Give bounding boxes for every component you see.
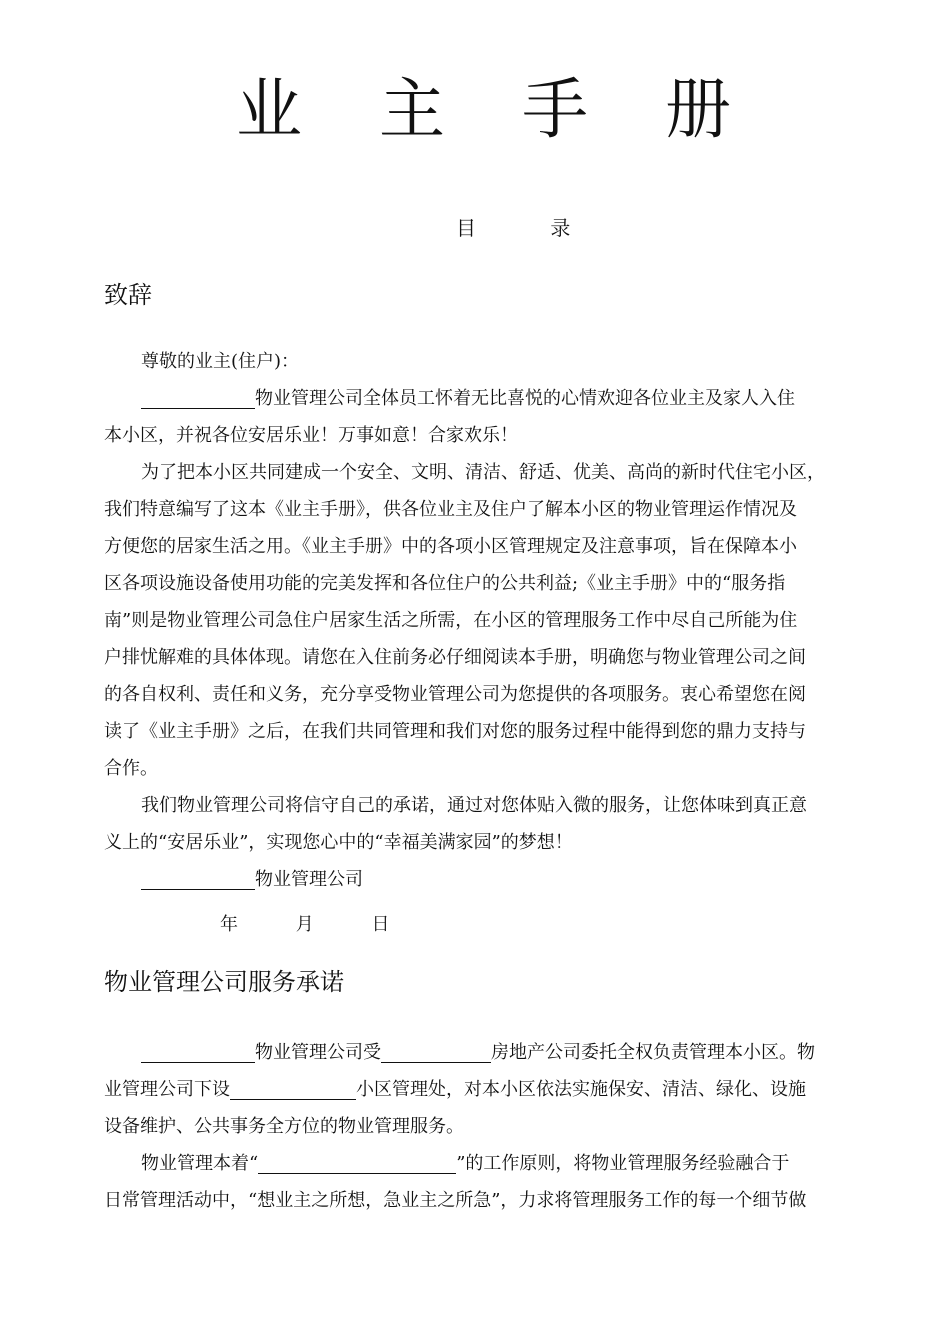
salutation: 尊敬的业主(住户)： [141, 351, 300, 372]
fill-blank [141, 867, 255, 890]
paragraph-line: 区各项设施设备使用功能的完美发挥和各位住户的公共利益;《业主手册》中的“服务指 [104, 573, 786, 594]
document-title: 业 主 手 册 [236, 71, 759, 148]
paragraph-line: 物业管理公司全体员工怀着无比喜悦的心情欢迎各位业主及家人入住 [104, 380, 851, 417]
date-month: 月 [295, 914, 314, 935]
signature-date [220, 910, 441, 936]
paragraph-line: 业管理公司下设 小区管理处，对本小区依法实施保安、清洁、绿化、设施 [104, 1079, 806, 1100]
service-promise-heading: 物业管理公司服务承诺 [104, 968, 344, 996]
paragraph-line: 物业管理本着“ ”的工作原则，将物业管理服务经验融合于 [141, 1153, 790, 1174]
paragraph-line: 我们物业管理公司将信守自己的承诺，通过对您体贴入微的服务，让您体味到真正意 [141, 795, 807, 816]
signature-line: 物业管理公司 [104, 861, 851, 898]
service-promise-body [104, 1034, 851, 1219]
paragraph-line: 我们特意编写了这本《业主手册》，供各位业主及住户了解本小区的物业管理运作情况及 [104, 499, 797, 520]
fill-blank [141, 386, 255, 409]
paragraph-line: 本小区，并祝各位安居乐业！万事如意！合家欢乐！ [104, 425, 518, 446]
paragraph-line: 设备维护、公共事务全方位的物业管理服务。 [104, 1116, 464, 1137]
dedication-body [104, 343, 851, 898]
paragraph-line: 读了《业主手册》之后，在我们共同管理和我们对您的服务过程中能得到您的鼎力支持与 [104, 721, 806, 742]
fill-blank [258, 1151, 456, 1174]
fill-blank [230, 1077, 356, 1100]
paragraph-line: 合作。 [104, 758, 158, 779]
fill-blank [141, 1040, 255, 1063]
date-day: 日 [371, 914, 390, 935]
paragraph-line: 义上的“安居乐业”，实现您心中的“幸福美满家园”的梦想！ [104, 832, 573, 853]
paragraph-line: 方便您的居家生活之用。《业主手册》中的各项小区管理规定及注意事项，旨在保障本小 [104, 536, 797, 557]
paragraph-line: 物业管理公司受 房地产公司委托全权负责管理本小区。物 [104, 1034, 851, 1071]
date-year: 年 [220, 914, 238, 935]
dedication-heading: 致辞 [104, 281, 152, 309]
table-of-contents-heading: 目 录 [456, 216, 605, 240]
paragraph-line: 户排忧解难的具体体现。请您在入住前务必仔细阅读本手册，明确您与物业管理公司之间 [104, 647, 806, 668]
paragraph-line: 南”则是物业管理公司急住户居家生活之所需，在小区的管理服务工作中尽自己所能为住 [104, 610, 798, 631]
paragraph-line: 日常管理活动中，“想业主之所想，急业主之所急”，力求将管理服务工作的每一个细节做 [104, 1190, 807, 1211]
paragraph-line: 的各自权利、责任和义务，充分享受物业管理公司为您提供的各项服务。衷心希望您在阅 [104, 684, 806, 705]
paragraph-line: 为了把本小区共同建成一个安全、文明、清洁、舒适、优美、高尚的新时代住宅小区， [141, 462, 825, 483]
fill-blank [381, 1040, 491, 1063]
